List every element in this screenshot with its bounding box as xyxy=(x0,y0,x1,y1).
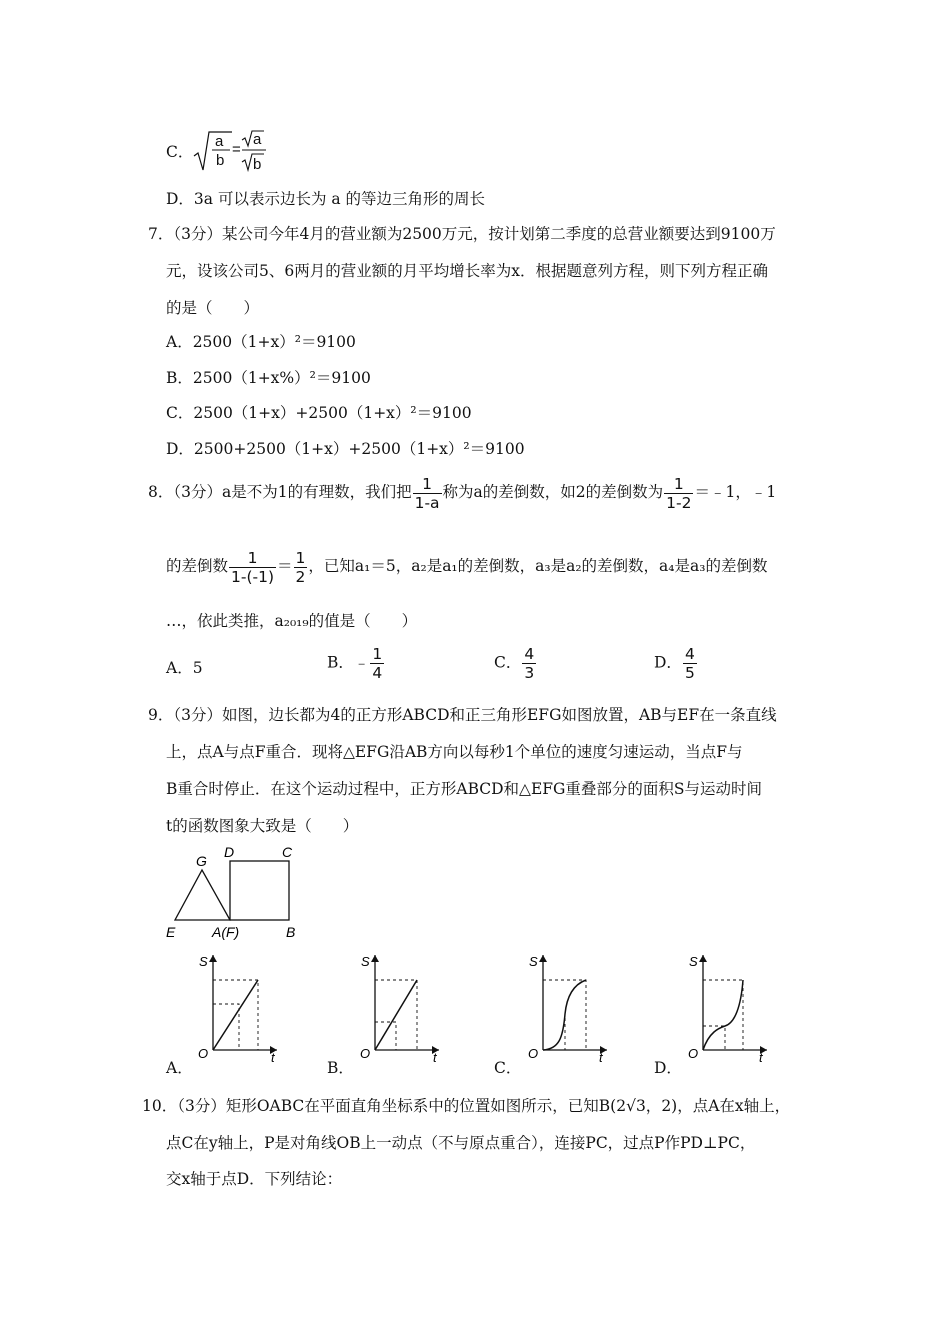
axis-t-d: t xyxy=(759,1050,763,1064)
q8-line1-pre: 8．（3分）a是不为1的有理数，我们把 xyxy=(148,483,412,501)
q9-graph-b xyxy=(355,952,445,1064)
q8-frac-2 xyxy=(664,475,693,512)
label-c: C xyxy=(282,844,293,860)
q9-line4: t的函数图象大致是（ ） xyxy=(166,817,359,835)
label-d: D xyxy=(224,844,235,860)
q6-option-d: D．3a 可以表示边长为 a 的等边三角形的周长 xyxy=(166,190,486,208)
origin-c: O xyxy=(528,1046,539,1061)
q8-line1-mid: 称为a的差倒数，如2的差倒数为 xyxy=(442,483,664,501)
axis-s-c: S xyxy=(529,954,538,969)
q8-option-d-frac xyxy=(683,645,697,682)
q7-option-b: B．2500（1+x%）²＝9100 xyxy=(166,369,371,387)
q6-c-den2: b xyxy=(253,156,262,173)
q8-option-c-frac xyxy=(522,645,536,682)
origin-b: O xyxy=(360,1046,371,1061)
q7-line3: 的是（ ） xyxy=(166,299,260,317)
q9-line1: 9．（3分）如图，边长都为4的正方形ABCD和正三角形EFG如图放置，AB与EF在一条直线 xyxy=(148,706,777,724)
q7-option-d: D．2500+2500（1+x）+2500（1+x）²＝9100 xyxy=(166,440,525,458)
q8-option-d xyxy=(654,645,698,682)
q8-frac-4 xyxy=(294,549,308,586)
q8-option-b xyxy=(327,645,385,682)
q9-option-c-label: C． xyxy=(494,1059,522,1077)
q9-graph-a xyxy=(193,952,283,1064)
axis-t-a: t xyxy=(271,1050,275,1064)
q9-line2: 上，点A与点F重合．现将△EFG沿AB方向以每秒1个单位的速度匀速运动，当点F与 xyxy=(166,743,743,761)
q6-c-num: a xyxy=(215,133,224,150)
q8-frac-4-num: 1 xyxy=(295,548,306,567)
label-e: E xyxy=(166,924,176,940)
origin-a: O xyxy=(198,1046,209,1061)
q8-line1 xyxy=(148,472,776,512)
axis-t-b: t xyxy=(433,1050,437,1064)
q8-frac-3-num: 1 xyxy=(247,548,258,567)
q8-option-b-label: B．﹣ xyxy=(327,653,370,672)
q7-line1: 7．（3分）某公司今年4月的营业额为2500万元，按计划第二季度的总营业额要达到9100万 xyxy=(148,225,776,243)
axis-s-b: S xyxy=(361,954,370,969)
q8-option-c-label: C． xyxy=(494,653,522,672)
origin-d: O xyxy=(688,1046,699,1061)
q8-line2-eq: ＝ xyxy=(277,557,293,575)
q8-option-d-num: 4 xyxy=(684,645,695,663)
axis-s-d: S xyxy=(689,954,698,969)
label-af: A(F) xyxy=(212,924,240,940)
q8-frac-3-den: 1-(-1) xyxy=(231,567,275,586)
q8-option-d-label: D． xyxy=(654,653,682,672)
triangle-efg xyxy=(175,870,230,920)
q10-line3: 交x轴于点D．下列结论： xyxy=(166,1170,343,1188)
label-g: G xyxy=(196,853,207,869)
q8-line2-post: ，已知a₁＝5，a₂是a₁的差倒数，a₃是a₂的差倒数，a₄是a₃的差倒数 xyxy=(308,557,768,575)
q9-line3: B重合时停止．在这个运动过程中，正方形ABCD和△EFG重叠部分的面积S与运动时间 xyxy=(166,780,763,798)
q8-frac-4-den: 2 xyxy=(295,567,306,586)
q6-option-c-label: C． xyxy=(166,143,194,161)
q9-option-a-label: A． xyxy=(166,1059,193,1077)
q6-option-c xyxy=(166,128,262,174)
q8-option-a: A．5 xyxy=(166,659,203,677)
q8-line2-pre: 的差倒数 xyxy=(166,557,229,575)
square-abcd xyxy=(230,861,289,920)
q8-option-c-num: 4 xyxy=(524,645,535,663)
q9-option-b-label: B． xyxy=(327,1059,354,1077)
q6-c-num2: a xyxy=(253,131,262,148)
q8-frac-1-num: 1 xyxy=(422,474,432,493)
q9-figure xyxy=(160,842,310,942)
axis-t-c: t xyxy=(599,1050,603,1064)
q8-option-c-den: 3 xyxy=(524,664,535,682)
q7-option-a: A．2500（1+x）²＝9100 xyxy=(166,333,356,351)
q8-frac-2-den: 1-2 xyxy=(666,493,692,512)
q8-option-b-den: 4 xyxy=(372,664,383,682)
label-b: B xyxy=(286,924,296,940)
q8-frac-2-num: 1 xyxy=(673,474,684,493)
q6-option-c-formula xyxy=(192,128,272,174)
q8-line3: …，依此类推，a₂₀₁₉的值是（ ） xyxy=(166,612,418,630)
q7-line2: 元，设该公司5、6两月的营业额的月平均增长率为x．根据题意列方程，则下列方程正确 xyxy=(166,262,768,280)
q8-option-c xyxy=(494,645,537,682)
q7-option-c: C．2500（1+x）+2500（1+x）²＝9100 xyxy=(166,404,472,422)
q9-graph-d xyxy=(683,952,773,1064)
q8-frac-1 xyxy=(413,475,442,512)
q8-frac-1-den: 1-a xyxy=(414,493,440,512)
q8-frac-3 xyxy=(229,549,276,586)
q10-line1: 10．（3分）矩形OABC在平面直角坐标系中的位置如图所示，已知B(2√3，2)，点A在x轴上， xyxy=(142,1097,791,1115)
q6-c-den: b xyxy=(216,152,225,169)
q8-option-b-frac xyxy=(370,645,384,682)
q8-line1-post: ＝﹣1，﹣1 xyxy=(694,483,777,501)
q8-option-d-den: 5 xyxy=(684,664,695,682)
q8-line2 xyxy=(166,546,767,586)
q9-graph-c xyxy=(523,952,613,1064)
q8-option-b-num: 1 xyxy=(372,645,383,663)
q6-c-eq: = xyxy=(232,141,241,158)
q10-line2: 点C在y轴上，P是对角线OB上一动点（不与原点重合），连接PC，过点P作PD⊥PC， xyxy=(166,1134,756,1152)
axis-s-a: S xyxy=(199,954,208,969)
q9-option-d-label: D． xyxy=(654,1059,682,1077)
